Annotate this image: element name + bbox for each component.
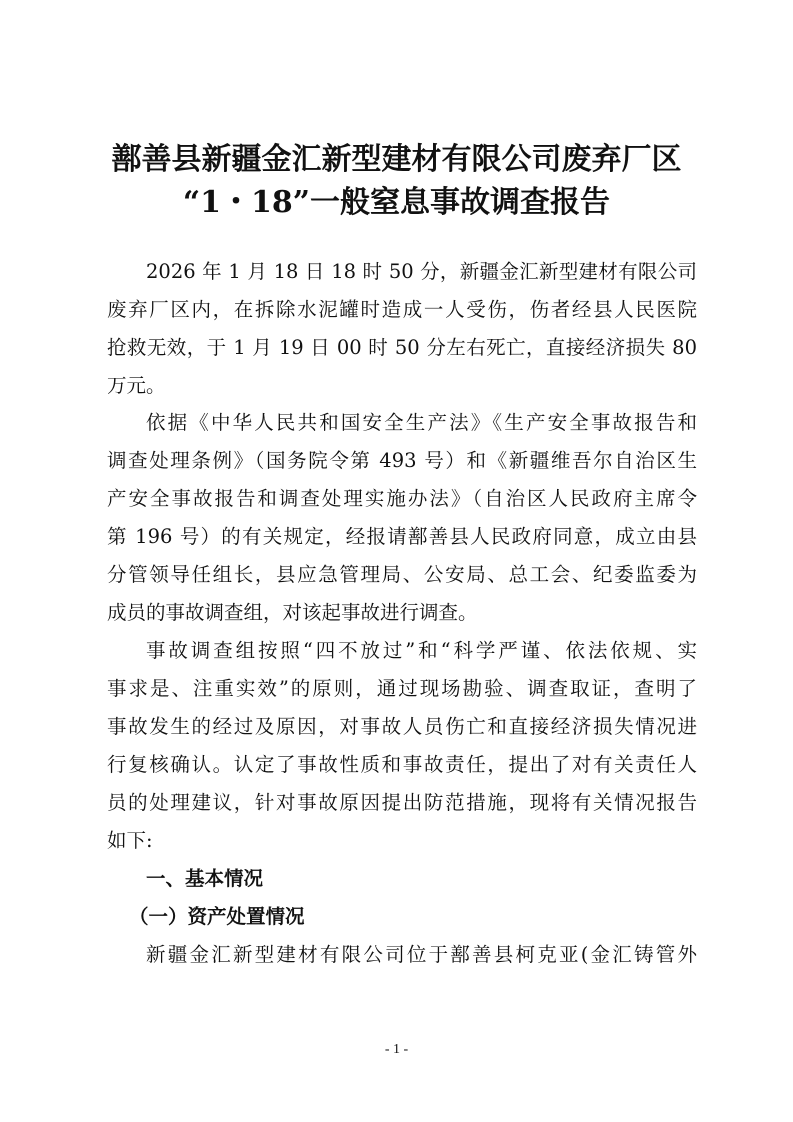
paragraph-1-line-3: 抢救无效，于 1 月 19 日 00 时 50 分左右死亡，直接经济损失 80 xyxy=(107,336,697,359)
subsection-heading-asset-disposal: （一）资产处置情况 xyxy=(129,905,305,928)
paragraph-3-line-6: 如下: xyxy=(107,829,153,852)
paragraph-2-line-2: 调查处理条例》（国务院令第 493 号）和《新疆维吾尔自治区生 xyxy=(107,449,697,472)
paragraph-1-line-2: 废弃厂区内，在拆除水泥罐时造成一人受伤，伤者经县人民医院 xyxy=(107,298,697,321)
paragraph-2-line-3: 产安全事故报告和调查处理实施办法》（自治区人民政府主席令 xyxy=(107,487,697,510)
paragraph-1-line-4: 万元。 xyxy=(107,374,166,397)
paragraph-2-line-1: 依据《中华人民共和国安全生产法》《生产安全事故报告和 xyxy=(146,411,697,434)
paragraph-3-line-4: 行复核确认。认定了事故性质和事故责任，提出了对有关责任人 xyxy=(107,753,697,776)
paragraph-4-line-1: 新疆金汇新型建材有限公司位于鄯善县柯克亚(金汇铸管外 xyxy=(146,943,697,966)
paragraph-3-line-1: 事故调查组按照“四不放过”和“科学严谨、依法依规、实 xyxy=(146,639,697,662)
paragraph-2-line-6: 成员的事故调查组，对该起事故进行调查。 xyxy=(107,601,478,624)
report-title-line-1: 鄯善县新疆金汇新型建材有限公司废弃厂区 xyxy=(111,142,682,177)
section-heading-basic-info: 一、基本情况 xyxy=(146,867,264,890)
page-number: - 1 - xyxy=(384,1042,409,1057)
paragraph-3-line-3: 事故发生的经过及原因，对事故人员伤亡和直接经济损失情况进 xyxy=(107,715,697,738)
paragraph-2-line-5: 分管领导任组长，县应急管理局、公安局、总工会、纪委监委为 xyxy=(107,563,697,586)
paragraph-3-line-2: 事求是、注重实效”的原则，通过现场勘验、调查取证，查明了 xyxy=(107,677,697,700)
paragraph-1-line-1: 2026 年 1 月 18 日 18 时 50 分，新疆金汇新型建材有限公司 xyxy=(146,260,697,283)
paragraph-2-line-4: 第 196 号）的有关规定，经报请鄯善县人民政府同意，成立由县 xyxy=(107,525,697,548)
paragraph-3-line-5: 员的处理建议，针对事故原因提出防范措施，现将有关情况报告 xyxy=(107,791,697,814)
report-title-line-2: “1・18”一般窒息事故调查报告 xyxy=(182,185,611,220)
